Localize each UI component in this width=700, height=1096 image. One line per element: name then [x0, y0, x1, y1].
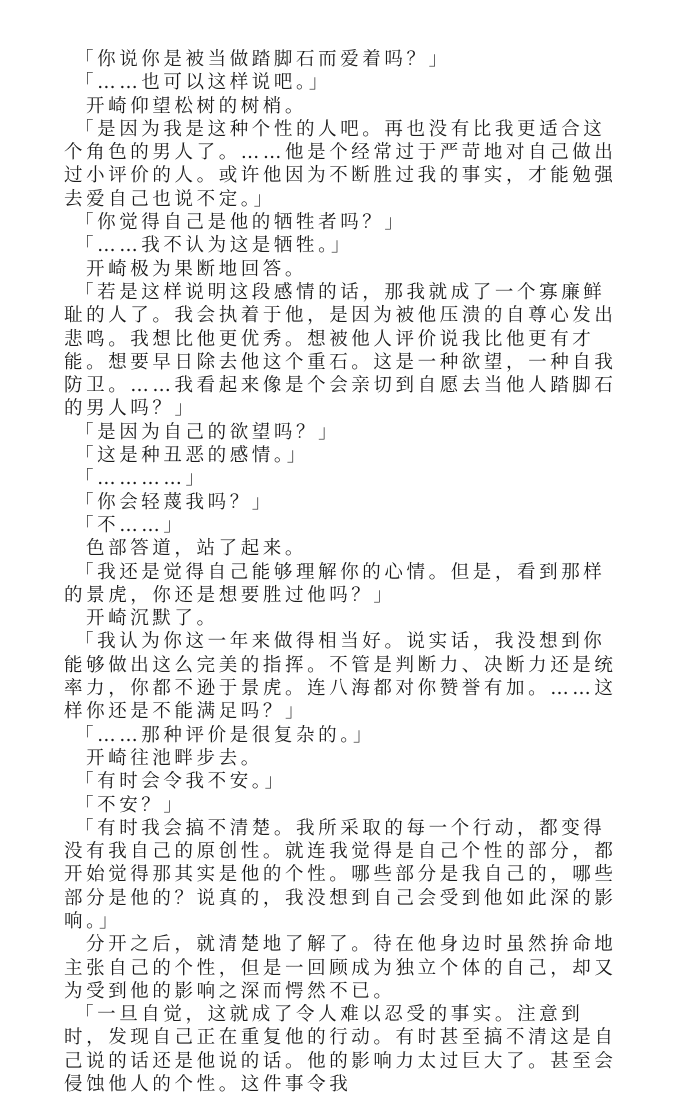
dialog-paragraph: 「是因为自己的欲望吗？」	[75, 421, 341, 443]
dialog-paragraph: 「我还是觉得自己能够理解你的心情。但是，看到那样的景虎，你还是想要胜过他吗？」	[64, 561, 606, 606]
dialog-paragraph: 「不安？」	[75, 794, 186, 816]
dialog-paragraph: 「这是种丑恶的感情。」	[75, 445, 309, 467]
dialog-paragraph: 「是因为我是这种个性的人吧。再也没有比我更适合这个角色的男人了。……他是个经常过于严苛地对自己做出过小评价的人。或许他因为不断胜过我的事实，才能勉强去爱自己也说不定。」	[64, 118, 617, 210]
dialog-paragraph: 「不……」	[75, 514, 186, 536]
narrative-paragraph: 色部答道，站了起来。	[86, 538, 308, 560]
dialog-paragraph: 「……我不认为这是牺牲。」	[75, 235, 354, 257]
narrative-paragraph: 开崎沉默了。	[86, 608, 219, 630]
dialog-paragraph: 「…………」	[75, 468, 208, 490]
narrative-paragraph: 开崎仰望松树的树梢。	[86, 95, 308, 117]
dialog-paragraph: 「你觉得自己是他的牺牲者吗？」	[75, 212, 407, 234]
dialog-paragraph: 「一旦自觉，这就成了令人难以忍受的事实。注意到时，发现自己正在重复他的行动。有时甚至搞不清这是自己说的话还是他说的话。他的影响力太过巨大了。甚至会侵蚀他人的个性。这件事令我	[64, 1004, 617, 1096]
narrative-paragraph: 开崎极为果断地回答。	[86, 258, 308, 280]
dialog-paragraph: 「你说你是被当做踏脚石而爱着吗？」	[75, 49, 451, 70]
document-page	[64, 48, 624, 1096]
dialog-paragraph: 「我认为你这一年来做得相当好。说实话，我没想到你能够做出这么完美的指挥。不管是判断力、决断力还是统率力，你都不逊于景虎。连八海都对你赞誉有加。……这样你还是不能满足吗？」	[64, 631, 617, 723]
dialog-paragraph: 「若是这样说明这段感情的话，那我就成了一个寡廉鲜耻的人了。我会执着于他，是因为被他压溃的自尊心发出悲鸣。我想比他更优秀。想被他人评价说我比他更有才能。想要早日除去他这个重石。这是一种欲望，一种自我防卫。……我看起来像是个会亲切到自愿去当他人踏脚石的男人吗？」	[64, 281, 617, 420]
dialog-paragraph: 「……那种评价是很复杂的。」	[75, 724, 376, 746]
dialog-paragraph: 「你会轻蔑我吗？」	[75, 491, 274, 513]
dialog-paragraph: 「有时会令我不安。」	[75, 771, 287, 793]
dialog-paragraph: 「……也可以这样说吧。」	[75, 72, 331, 94]
narrative-paragraph: 分开之后，就清楚地了解了。待在他身边时虽然拚命地主张自己的个性，但是一回顾成为独立个体的自己，却又为受到他的影响之深而愕然不已。	[64, 934, 617, 1002]
narrative-paragraph: 开崎往池畔步去。	[86, 747, 263, 769]
dialog-paragraph: 「有时我会搞不清楚。我所采取的每一个行动，都变得没有我自己的原创性。就连我觉得是自己个性的部分，都开始觉得那其实是他的个性。哪些部分是我自己的，哪些部分是他的？说真的，我没想到自己会受到他如此深的影响。」	[64, 817, 617, 932]
